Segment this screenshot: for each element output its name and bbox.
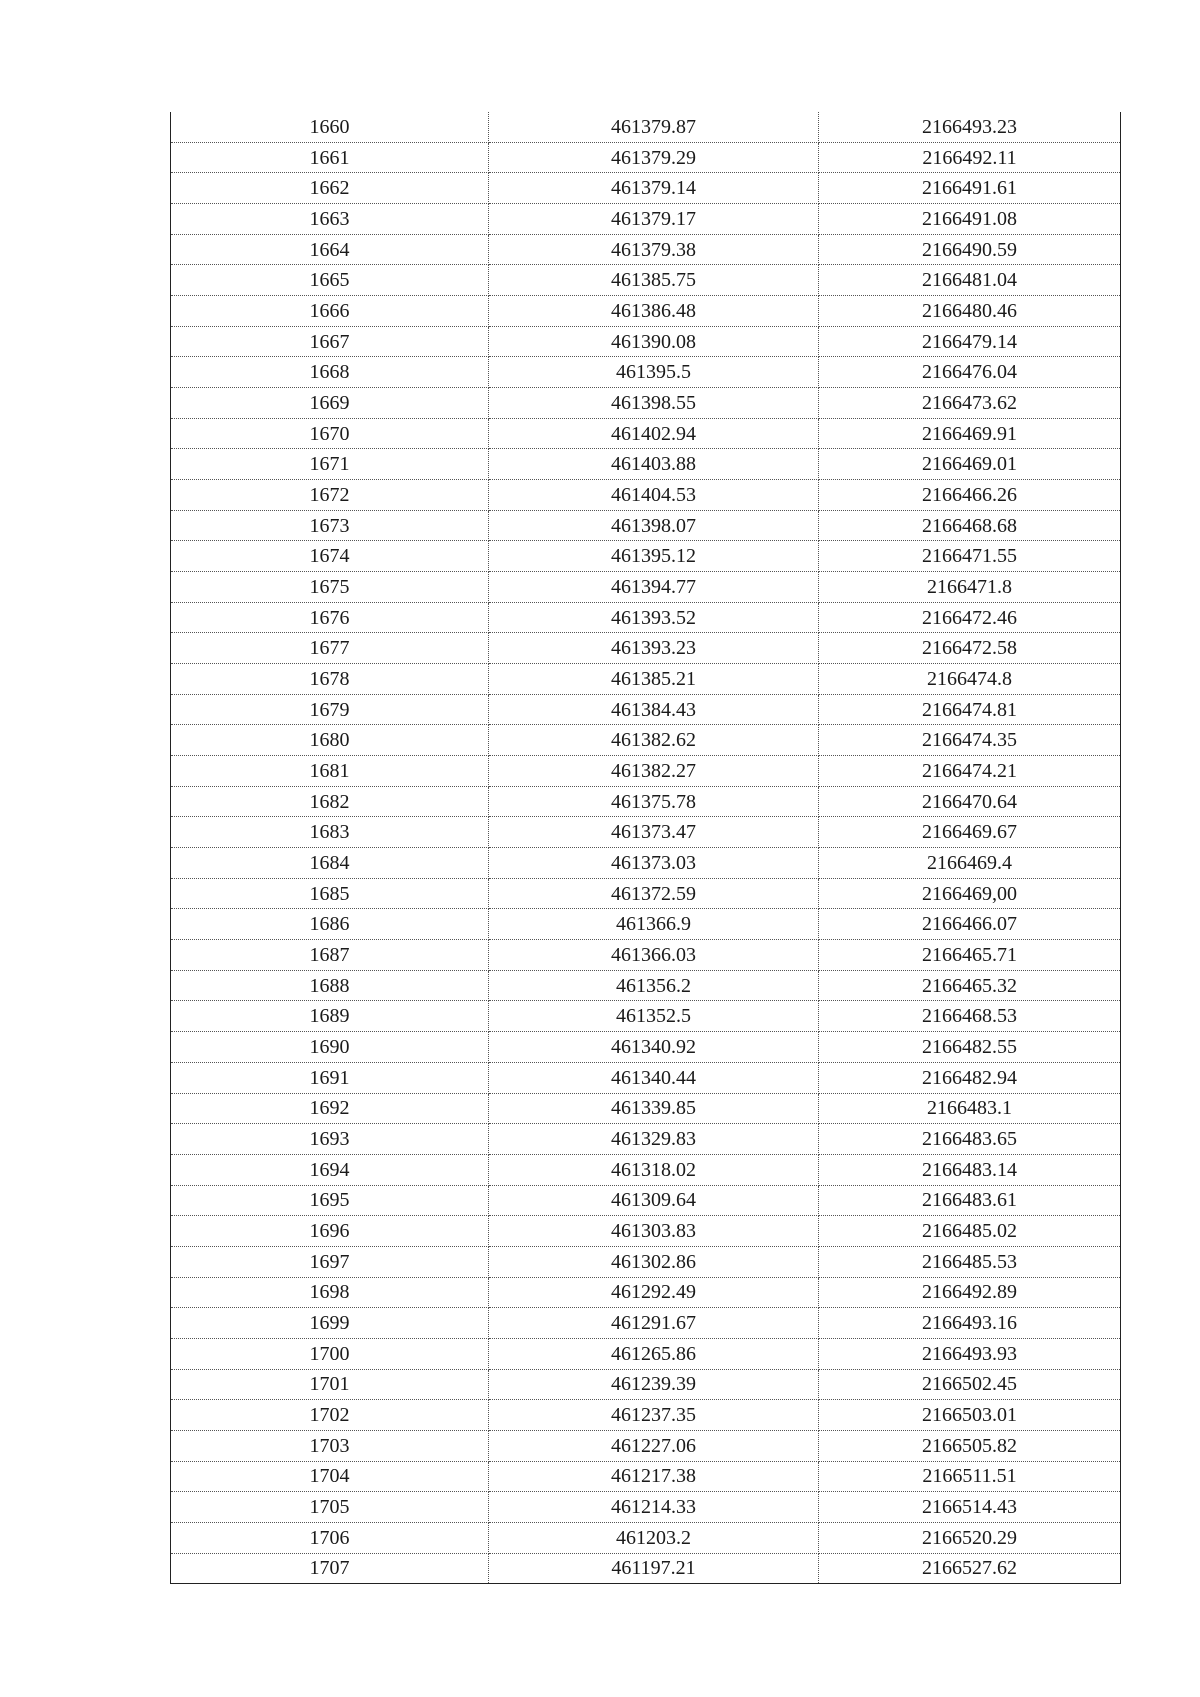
y-coordinate-cell: 2166465.32 — [819, 970, 1121, 1001]
point-number-cell: 1672 — [171, 480, 489, 511]
x-coordinate-cell: 461352.5 — [489, 1001, 819, 1032]
y-coordinate-cell: 2166483.1 — [819, 1093, 1121, 1124]
y-coordinate-cell: 2166485.53 — [819, 1246, 1121, 1277]
y-coordinate-cell: 2166503.01 — [819, 1400, 1121, 1431]
y-coordinate-cell: 2166465.71 — [819, 940, 1121, 971]
point-number-cell: 1688 — [171, 970, 489, 1001]
x-coordinate-cell: 461379.38 — [489, 234, 819, 265]
y-coordinate-cell: 2166520.29 — [819, 1522, 1121, 1553]
point-number-cell: 1665 — [171, 265, 489, 296]
x-coordinate-cell: 461340.92 — [489, 1032, 819, 1063]
y-coordinate-cell: 2166474.21 — [819, 756, 1121, 787]
y-coordinate-cell: 2166468.53 — [819, 1001, 1121, 1032]
y-coordinate-cell: 2166482.55 — [819, 1032, 1121, 1063]
point-number-cell: 1680 — [171, 725, 489, 756]
x-coordinate-cell: 461379.14 — [489, 173, 819, 204]
point-number-cell: 1682 — [171, 786, 489, 817]
point-number-cell: 1691 — [171, 1062, 489, 1093]
y-coordinate-cell: 2166474.8 — [819, 664, 1121, 695]
table-row — [171, 817, 1121, 848]
point-number-cell: 1683 — [171, 817, 489, 848]
x-coordinate-cell: 461302.86 — [489, 1246, 819, 1277]
y-coordinate-cell: 2166470.64 — [819, 786, 1121, 817]
table-row — [171, 326, 1121, 357]
y-coordinate-cell: 2166511.51 — [819, 1461, 1121, 1492]
y-coordinate-cell: 2166491.61 — [819, 173, 1121, 204]
y-coordinate-cell: 2166483.65 — [819, 1124, 1121, 1155]
table-row — [171, 1216, 1121, 1247]
table-row — [171, 602, 1121, 633]
table-row — [171, 1492, 1121, 1523]
point-number-cell: 1661 — [171, 142, 489, 173]
point-number-cell: 1698 — [171, 1277, 489, 1308]
point-number-cell: 1684 — [171, 848, 489, 879]
point-number-cell: 1690 — [171, 1032, 489, 1063]
y-coordinate-cell: 2166491.08 — [819, 204, 1121, 235]
table-row — [171, 1277, 1121, 1308]
point-number-cell: 1669 — [171, 388, 489, 419]
table-row — [171, 1369, 1121, 1400]
x-coordinate-cell: 461340.44 — [489, 1062, 819, 1093]
x-coordinate-cell: 461265.86 — [489, 1338, 819, 1369]
point-number-cell: 1697 — [171, 1246, 489, 1277]
y-coordinate-cell: 2166493.16 — [819, 1308, 1121, 1339]
point-number-cell: 1675 — [171, 572, 489, 603]
y-coordinate-cell: 2166472.58 — [819, 633, 1121, 664]
point-number-cell: 1689 — [171, 1001, 489, 1032]
x-coordinate-cell: 461394.77 — [489, 572, 819, 603]
y-coordinate-cell: 2166492.11 — [819, 142, 1121, 173]
table-row — [171, 1246, 1121, 1277]
point-number-cell: 1686 — [171, 909, 489, 940]
x-coordinate-cell: 461339.85 — [489, 1093, 819, 1124]
x-coordinate-cell: 461291.67 — [489, 1308, 819, 1339]
table-row — [171, 940, 1121, 971]
point-number-cell: 1674 — [171, 541, 489, 572]
x-coordinate-cell: 461379.87 — [489, 112, 819, 142]
table-row — [171, 418, 1121, 449]
coordinate-table-body — [171, 112, 1121, 1584]
x-coordinate-cell: 461197.21 — [489, 1553, 819, 1584]
table-row — [171, 1461, 1121, 1492]
y-coordinate-cell: 2166473.62 — [819, 388, 1121, 419]
table-row — [171, 1032, 1121, 1063]
y-coordinate-cell: 2166483.61 — [819, 1185, 1121, 1216]
table-row — [171, 1185, 1121, 1216]
y-coordinate-cell: 2166476.04 — [819, 357, 1121, 388]
table-row — [171, 725, 1121, 756]
x-coordinate-cell: 461385.75 — [489, 265, 819, 296]
table-row — [171, 970, 1121, 1001]
point-number-cell: 1660 — [171, 112, 489, 142]
x-coordinate-cell: 461203.2 — [489, 1522, 819, 1553]
point-number-cell: 1679 — [171, 694, 489, 725]
x-coordinate-cell: 461393.52 — [489, 602, 819, 633]
y-coordinate-cell: 2166482.94 — [819, 1062, 1121, 1093]
y-coordinate-cell: 2166466.07 — [819, 909, 1121, 940]
y-coordinate-cell: 2166493.93 — [819, 1338, 1121, 1369]
table-row — [171, 234, 1121, 265]
point-number-cell: 1673 — [171, 510, 489, 541]
point-number-cell: 1671 — [171, 449, 489, 480]
table-row — [171, 112, 1121, 142]
x-coordinate-cell: 461393.23 — [489, 633, 819, 664]
y-coordinate-cell: 2166474.81 — [819, 694, 1121, 725]
x-coordinate-cell: 461239.39 — [489, 1369, 819, 1400]
x-coordinate-cell: 461309.64 — [489, 1185, 819, 1216]
x-coordinate-cell: 461214.33 — [489, 1492, 819, 1523]
coordinate-table — [170, 112, 1121, 1584]
table-row — [171, 694, 1121, 725]
point-number-cell: 1700 — [171, 1338, 489, 1369]
point-number-cell: 1704 — [171, 1461, 489, 1492]
point-number-cell: 1663 — [171, 204, 489, 235]
table-row — [171, 756, 1121, 787]
point-number-cell: 1706 — [171, 1522, 489, 1553]
point-number-cell: 1687 — [171, 940, 489, 971]
x-coordinate-cell: 461390.08 — [489, 326, 819, 357]
y-coordinate-cell: 2166505.82 — [819, 1430, 1121, 1461]
table-row — [171, 848, 1121, 879]
point-number-cell: 1702 — [171, 1400, 489, 1431]
point-number-cell: 1707 — [171, 1553, 489, 1584]
x-coordinate-cell: 461395.12 — [489, 541, 819, 572]
table-row — [171, 664, 1121, 695]
x-coordinate-cell: 461227.06 — [489, 1430, 819, 1461]
table-row — [171, 265, 1121, 296]
point-number-cell: 1692 — [171, 1093, 489, 1124]
y-coordinate-cell: 2166527.62 — [922, 1557, 1017, 1580]
table-row — [171, 1522, 1121, 1553]
table-row — [171, 633, 1121, 664]
table-row — [171, 296, 1121, 327]
point-number-cell: 1664 — [171, 234, 489, 265]
point-number-cell: 1695 — [171, 1185, 489, 1216]
x-coordinate-cell: 461398.55 — [489, 388, 819, 419]
y-coordinate-cell: 2166469.4 — [819, 848, 1121, 879]
table-row — [171, 1553, 1121, 1584]
x-coordinate-cell: 461356.2 — [489, 970, 819, 1001]
table-row — [171, 480, 1121, 511]
table-row — [171, 909, 1121, 940]
point-number-cell: 1666 — [171, 296, 489, 327]
point-number-cell: 1662 — [171, 173, 489, 204]
x-coordinate-cell: 461375.78 — [489, 786, 819, 817]
y-coordinate-cell: 2166492.89 — [819, 1277, 1121, 1308]
x-coordinate-cell: 461318.02 — [489, 1154, 819, 1185]
x-coordinate-cell: 461395.5 — [489, 357, 819, 388]
y-coordinate-cell: 2166485.02 — [819, 1216, 1121, 1247]
x-coordinate-cell: 461404.53 — [489, 480, 819, 511]
y-coordinate-cell: 2166493.23 — [819, 112, 1121, 142]
y-coordinate-cell: 2166466.26 — [819, 480, 1121, 511]
table-row — [171, 878, 1121, 909]
y-coordinate-cell: 2166469.91 — [819, 418, 1121, 449]
x-coordinate-cell: 461382.27 — [489, 756, 819, 787]
table-row — [171, 572, 1121, 603]
point-number-cell: 1694 — [171, 1154, 489, 1185]
table-row — [171, 357, 1121, 388]
x-coordinate-cell: 461303.83 — [489, 1216, 819, 1247]
x-coordinate-cell: 461402.94 — [489, 418, 819, 449]
x-coordinate-cell: 461329.83 — [489, 1124, 819, 1155]
x-coordinate-cell: 461386.48 — [489, 296, 819, 327]
y-coordinate-cell: 2166480.46 — [819, 296, 1121, 327]
y-coordinate-cell: 2166469.01 — [819, 449, 1121, 480]
x-coordinate-cell: 461373.47 — [489, 817, 819, 848]
point-number-cell: 1693 — [171, 1124, 489, 1155]
x-coordinate-cell: 461292.49 — [489, 1277, 819, 1308]
table-row — [171, 204, 1121, 235]
table-row — [171, 1400, 1121, 1431]
point-number-cell: 1676 — [171, 602, 489, 633]
y-coordinate-cell: 2166472.46 — [819, 602, 1121, 633]
y-coordinate-cell: 2166474.35 — [819, 725, 1121, 756]
y-coordinate-cell: 2166490.59 — [819, 234, 1121, 265]
point-number-cell: 1668 — [171, 357, 489, 388]
point-number-cell: 1696 — [171, 1216, 489, 1247]
x-coordinate-cell: 461403.88 — [489, 449, 819, 480]
table-row — [171, 388, 1121, 419]
point-number-cell: 1699 — [171, 1308, 489, 1339]
point-number-cell: 1703 — [171, 1430, 489, 1461]
y-coordinate-cell: 2166471.8 — [819, 572, 1121, 603]
table-row — [171, 786, 1121, 817]
x-coordinate-cell: 461379.17 — [489, 204, 819, 235]
y-coordinate-cell: 2166514.43 — [819, 1492, 1121, 1523]
point-number-cell: 1678 — [171, 664, 489, 695]
y-coordinate-cell: 2166468.68 — [819, 510, 1121, 541]
table-row — [171, 1124, 1121, 1155]
x-coordinate-cell: 461237.35 — [489, 1400, 819, 1431]
table-row — [171, 449, 1121, 480]
table-row — [171, 1338, 1121, 1369]
point-number-cell: 1670 — [171, 418, 489, 449]
x-coordinate-cell: 461217.38 — [489, 1461, 819, 1492]
point-number-cell: 1685 — [171, 878, 489, 909]
table-row — [171, 1001, 1121, 1032]
table-row — [171, 541, 1121, 572]
table-row — [171, 1308, 1121, 1339]
x-coordinate-cell: 461382.62 — [489, 725, 819, 756]
table-row — [171, 1154, 1121, 1185]
point-number-cell: 1705 — [171, 1492, 489, 1523]
x-coordinate-cell: 461379.29 — [489, 142, 819, 173]
table-row — [171, 1062, 1121, 1093]
x-coordinate-cell: 461385.21 — [489, 664, 819, 695]
y-coordinate-cell: 2166479.14 — [819, 326, 1121, 357]
x-coordinate-cell: 461366.9 — [489, 909, 819, 940]
point-number-cell: 1667 — [171, 326, 489, 357]
y-coordinate-cell: 2166469.67 — [819, 817, 1121, 848]
x-coordinate-cell: 461372.59 — [489, 878, 819, 909]
y-coordinate-cell: 2166471.55 — [819, 541, 1121, 572]
y-coordinate-cell: 2166469,00 — [819, 878, 1121, 909]
point-number-cell: 1677 — [171, 633, 489, 664]
x-coordinate-cell: 461366.03 — [489, 940, 819, 971]
table-row — [171, 173, 1121, 204]
table-row — [171, 142, 1121, 173]
table-row — [171, 1430, 1121, 1461]
table-row — [171, 510, 1121, 541]
point-number-cell: 1681 — [171, 756, 489, 787]
point-number-cell: 1701 — [171, 1369, 489, 1400]
table-row — [171, 1093, 1121, 1124]
x-coordinate-cell: 461373.03 — [489, 848, 819, 879]
y-coordinate-cell: 2166481.04 — [819, 265, 1121, 296]
y-coordinate-cell: 2166483.14 — [819, 1154, 1121, 1185]
y-coordinate-cell: 2166502.45 — [819, 1369, 1121, 1400]
x-coordinate-cell: 461384.43 — [489, 694, 819, 725]
x-coordinate-cell: 461398.07 — [489, 510, 819, 541]
